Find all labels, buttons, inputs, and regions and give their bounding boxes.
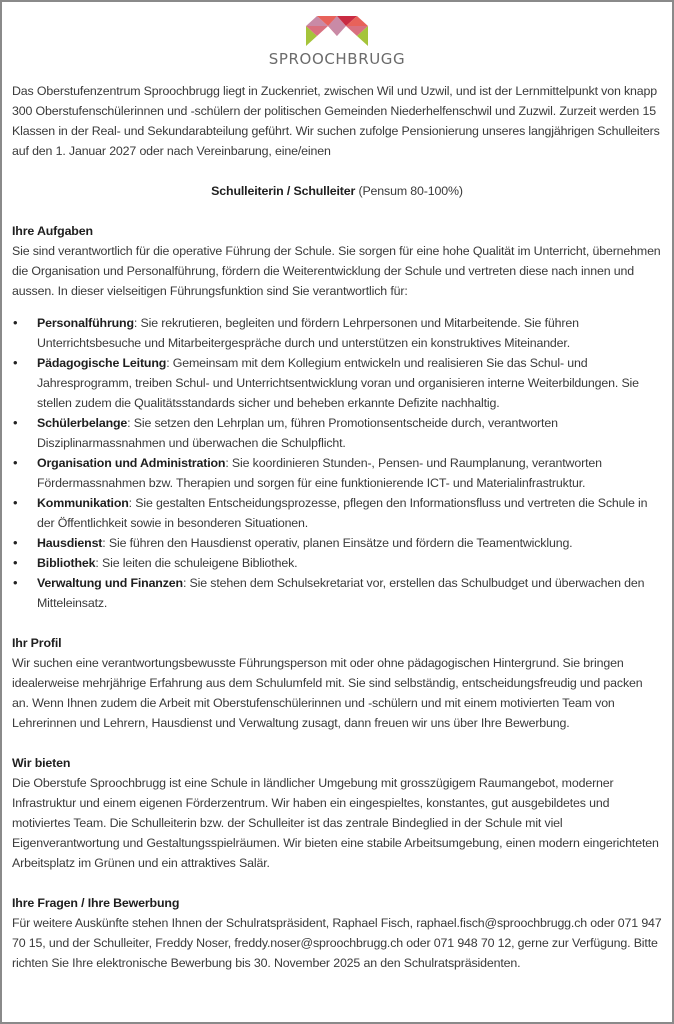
contact-text-3: oder 071 948 70 12, gerne zur Verfügung. Bitte richten Sie Ihre elektronische Bewerbung bis 30. November 2025 an den Schulratspräsidenten. [12, 936, 658, 970]
section-text: Wir suchen eine verantwortungsbewusste Führungsperson mit oder ohne pädagogischen Hintergrund. Sie bringen idealerweise mehrjährige Erfahrung aus dem Schulumfeld mit. Sie sind selbständig, entscheidungsfreudig und packen an. Wenn Ihnen zudem die Arbeit mit Oberstufenschülerinnen und -schülern und mit einem motivierten Team von Lehrerinnen und Lehrern, Hausdienst und Verwaltung zusagt, dann freuen wir uns über Ihre Bewerbung. [12, 656, 643, 730]
list-item-text: : Sie führen den Hausdienst operativ, planen Einsätze und fördern die Teamentwicklung. [102, 536, 573, 550]
email-link-president[interactable]: raphael.fisch@sproochbrugg.ch [416, 916, 588, 930]
list-item-label: Kommunikation [37, 496, 129, 510]
bullet-icon: • [13, 455, 18, 470]
logo-mark-icon [306, 14, 368, 48]
section-text [12, 913, 662, 973]
section-text: Die Oberstufe Sproochbrugg ist eine Schule in ländlicher Umgebung mit grosszügigem Raumangebot, moderner Infrastruktur und einem eigenen Förderzentrum. Wir haben ein eingespieltes, konstantes, gut ausgebildetes und motiviertes Team. Die Schulleiterin bzw. der Schulleiter ist das zentrale Bindeglied in der Schule mit viel Eigenverantwortung und Gestaltungsspielräumen. Wir bieten eine stabile Arbeitsumgebung, einen modern eingerichteten Arbeitsplatz im Grünen und ein attraktives Salär. [12, 776, 659, 870]
list-item [12, 493, 662, 533]
bullet-icon: • [13, 535, 18, 550]
job-title [12, 181, 662, 201]
section-title: Wir bieten [12, 756, 71, 770]
bullet-icon: • [13, 575, 18, 590]
list-item-label: Pädagogische Leitung [37, 356, 167, 370]
list-item-label: Personalführung [37, 316, 134, 330]
section-contact [12, 893, 662, 973]
list-item-text: : Sie stehen dem Schulsekretariat vor, erstellen das Schulbudget und überwachen den Mitteleinsatz. [37, 576, 645, 610]
list-item-label: Bibliothek [37, 556, 96, 570]
list-item-text: : Sie rekrutieren, begleiten und fördern Lehrpersonen und Mitarbeitende. Sie führen Unterrichtsbesuche und Mitarbeitergespräche durch und unterstützen ein konstruktives Miteinander. [37, 316, 579, 350]
section-profile [12, 633, 662, 733]
content [12, 81, 662, 993]
section-title: Ihre Fragen / Ihre Bewerbung [12, 896, 180, 910]
list-item-label: Organisation und Administration [37, 456, 226, 470]
logo [2, 14, 672, 68]
job-title-name: Schulleiterin / Schulleiter [211, 184, 356, 198]
bullet-icon: • [13, 555, 18, 570]
list-item [12, 553, 662, 573]
list-item-text: : Sie koordinieren Stunden-, Pensen- und Raumplanung, verantworten Fördermassnahmen bzw. Therapien und sorgen für eine funktionierende ICT- und Materialinfrastruktur. [37, 456, 602, 490]
bullet-icon: • [13, 315, 18, 330]
list-item-label: Schülerbelange [37, 416, 128, 430]
list-item [12, 533, 662, 553]
email-link-principal[interactable]: freddy.noser@sproochbrugg.ch [234, 936, 404, 950]
section-tasks [12, 221, 662, 613]
list-item [12, 353, 662, 413]
section-offer [12, 753, 662, 873]
list-item-label: Hausdienst [37, 536, 103, 550]
bullet-icon: • [13, 355, 18, 370]
section-title: Ihre Aufgaben [12, 224, 93, 238]
list-item [12, 453, 662, 493]
list-item [12, 313, 662, 353]
section-title: Ihr Profil [12, 636, 62, 650]
list-item-text: : Sie leiten die schuleigene Bibliothek. [95, 556, 298, 570]
task-list [12, 313, 662, 613]
list-item-text: : Sie setzen den Lehrplan um, führen Promotionsentscheide durch, verantworten Disziplinarmassnahmen und überwachen die Schulpflicht. [37, 416, 558, 450]
list-item [12, 413, 662, 453]
intro-paragraph: Das Oberstufenzentrum Sproochbrugg liegt in Zuckenriet, zwischen Wil und Uzwil, und ist der Lernmittelpunkt von knapp 300 Oberstufenschülerinnen und -schülern der politischen Gemeinden Niederhelfenschwil und Zuzwil. Zurzeit werden 15 Klassen in der Real- und Sekundarabteilung geführt. Wir suchen zufolge Pensionierung unseres langjährigen Schulleiters auf den 1. Januar 2027 oder nach Vereinbarung, eine/einen [12, 84, 660, 158]
list-item-text: : Sie gestalten Entscheidungsprozesse, pflegen den Informationsfluss und vertreten die Schule in der Öffentlichkeit sowie in besonderen Situationen. [37, 496, 648, 530]
bullet-icon: • [13, 495, 18, 510]
contact-text-2: oder 071 947 70 15, und der Schulleiter, Freddy Noser, [12, 916, 662, 950]
list-item [12, 573, 662, 613]
section-text: Sie sind verantwortlich für die operative Führung der Schule. Sie sorgen für eine hohe Qualität im Unterricht, übernehmen die Organisation und Personalführung, fördern die Weiterentwicklung der Schule und vertreten diese nach innen und aussen. In dieser vielseitigen Führungsfunktion sind Sie verantwortlich für: [12, 244, 661, 298]
list-item-text: : Gemeinsam mit dem Kollegium entwickeln und realisieren Sie das Schul- und Jahresprogramm, treiben Schul- und Unterrichtsentwicklung voran und organisieren interne Weiterbildungen. Sie stellen zudem die Qualitätsstandards sicher und beheben erkannte Defizite nachhaltig. [37, 356, 639, 410]
logo-text: SPROOCHBRUGG [268, 50, 406, 68]
contact-text-1: Für weitere Auskünfte stehen Ihnen der Schulratspräsident, Raphael Fisch, [12, 916, 417, 930]
bullet-icon: • [13, 415, 18, 430]
job-workload: (Pensum 80-100%) [358, 184, 463, 198]
list-item-label: Verwaltung und Finanzen [37, 576, 183, 590]
